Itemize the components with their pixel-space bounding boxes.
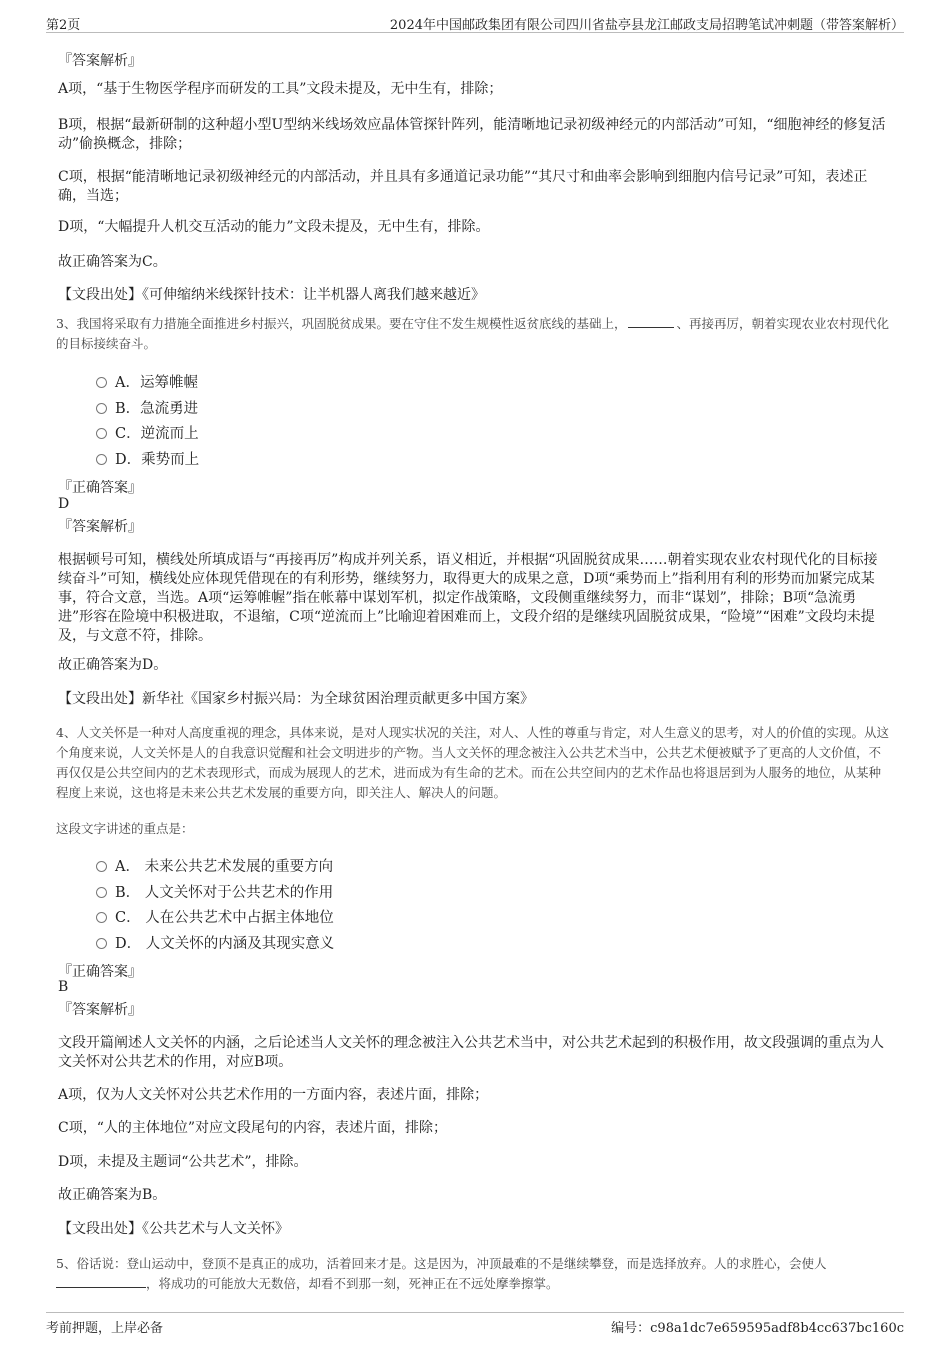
radio-icon[interactable] [96, 428, 107, 439]
q3-correct-label: 『正确答案』 [58, 480, 142, 496]
q4-option-b[interactable]: B． 人文关怀对于公共艺术的作用 [96, 881, 333, 902]
q3-option-b[interactable]: B．急流勇进 [96, 397, 198, 418]
answer-blank [628, 315, 674, 328]
q2-analysis-b: B项，根据“最新研制的这种超小型U型纳米线场效应晶体管探针阵列，能清晰地记录初级神经元的内部活动”可知，“细胞神经的修复活动”偷换概念，排除； [58, 117, 886, 152]
document-title: 2024年中国邮政集团有限公司四川省盐亭县龙江邮政支局招聘笔试冲刺题（带答案解析） [389, 18, 904, 33]
q4-correct-label: 『正确答案』 [58, 964, 142, 980]
q2-analysis-d: D项，“大幅提升人机交互活动的能力”文段未提及，无中生有，排除。 [58, 219, 490, 235]
q4-analysis-d: D项，未提及主题词“公共艺术”，排除。 [58, 1154, 308, 1170]
radio-icon[interactable] [96, 861, 107, 872]
radio-icon[interactable] [96, 912, 107, 923]
radio-icon[interactable] [96, 454, 107, 465]
q4-option-d[interactable]: D． 人文关怀的内涵及其现实意义 [96, 932, 334, 953]
q3-option-d[interactable]: D．乘势而上 [96, 448, 199, 469]
q5-stem: 5、俗话说：登山运动中，登顶不是真正的成功，活着回来才是。这是因为，冲顶最难的不是继续攀登，而是选择放弃。人的求胜心，会使人 ，将成功的可能放大无数倍，却看不到那一刻，死神正在不远处摩拳擦掌。 [56, 1256, 827, 1291]
radio-icon[interactable] [96, 938, 107, 949]
q4-source: 【文段出处】《公共艺术与人文关怀》 [58, 1221, 289, 1237]
q3-option-c[interactable]: C．逆流而上 [96, 422, 199, 443]
q3-correct-answer: D [58, 496, 70, 512]
document-code: 编号：c98a1dc7e659595adf8b4cc637bc160c [611, 1321, 904, 1336]
q4-option-a[interactable]: A． 未来公共艺术发展的重要方向 [96, 855, 333, 876]
footer-slogan: 考前押题，上岸必备 [46, 1321, 164, 1336]
q2-analysis-c: C项，根据“能清晰地记录初级神经元的内部活动，并且具有多通道记录功能”“其尺寸和曲率会影响到细胞内信号记录”可知，表述正确，当选； [58, 169, 868, 204]
q4-correct-answer: B [58, 979, 69, 995]
q4-analysis-c: C项，“人的主体地位”对应文段尾句的内容，表述片面，排除； [58, 1120, 448, 1136]
radio-icon[interactable] [96, 887, 107, 898]
q3-conclusion: 故正确答案为D。 [58, 657, 168, 673]
answer-blank [56, 1275, 146, 1288]
page-header [46, 12, 904, 33]
q4-analysis-label: 『答案解析』 [58, 1002, 142, 1018]
q2-analysis-label: 『答案解析』 [58, 53, 142, 69]
q2-conclusion: 故正确答案为C。 [58, 254, 167, 270]
page-footer [46, 1312, 904, 1335]
q4-option-c[interactable]: C． 人在公共艺术中占据主体地位 [96, 906, 334, 927]
q3-stem: 3、我国将采取有力措施全面推进乡村振兴，巩固脱贫成果。要在守住不发生规模性返贫底线的基础上， 、再接再厉，朝着实现农业农村现代化的目标接续奋斗。 [56, 316, 889, 351]
q4-analysis-a: A项，仅为人文关怀对公共艺术作用的一方面内容，表述片面，排除； [58, 1087, 489, 1103]
radio-icon[interactable] [96, 377, 107, 388]
q4-conclusion: 故正确答案为B。 [58, 1187, 167, 1203]
q2-analysis-a: A项，“基于生物医学程序而研发的工具”文段未提及，无中生有，排除； [58, 81, 503, 97]
q3-source: 【文段出处】新华社《国家乡村振兴局：为全球贫困治理贡献更多中国方案》 [58, 691, 534, 707]
q3-analysis: 根据顿号可知，横线处所填成语与“再接再厉”构成并列关系，语义相近，并根据“巩固脱贫成果……朝着实现农业农村现代化的目标接续奋斗”可知，横线处应体现凭借现在的有利形势，继续努力，取得更大的成果之意，D项“乘势而上”指利用有利的形势而加紧完成某事，符合文意，当选。A项“运筹帷幄”指在帐幕中谋划军机，拟定作战策略，文段侧重继续努力，而非“谋划”，排除；B项“急流勇进”形容在险境中积极进取，不退缩，C项“逆流而上”比喻迎着困难而上，文段介绍的是继续巩固脱贫成果，“险境”“困难”文段均未提及，与文意不符，排除。 [58, 552, 878, 644]
q4-stem: 4、人文关怀是一种对人高度重视的理念，具体来说，是对人现实状况的关注，对人、人性的尊重与肯定，对人生意义的思考，对人的价值的实现。从这个角度来说，人文关怀是人的自我意识觉醒和社会文明进步的产物。当人文关怀的理念被注入公共艺术当中，公共艺术便被赋予了更高的人文价值，不再仅仅是公共空间内的艺术表现形式，而成为展现人的艺术，进而成为有生命的艺术。而在公共空间内的艺术作品也将退居到为人服务的地位，从某种程度上来说，这也将是未来公共艺术发展的重要方向，即关注人、解决人的问题。 [56, 725, 889, 800]
q4-analysis: 文段开篇阐述人文关怀的内涵，之后论述当人文关怀的理念被注入公共艺术当中，对公共艺术起到的积极作用，故文段强调的重点为人文关怀对公共艺术的作用，对应B项。 [58, 1035, 884, 1070]
q3-analysis-label: 『答案解析』 [58, 519, 142, 535]
page-number: 第2页 [46, 18, 81, 33]
q4-prompt: 这段文字讲述的重点是： [56, 821, 194, 836]
q3-option-a[interactable]: A．运筹帷幄 [96, 371, 198, 392]
radio-icon[interactable] [96, 403, 107, 414]
q2-source: 【文段出处】《可伸缩纳米线探针技术：让半机器人离我们越来越近》 [58, 287, 485, 303]
